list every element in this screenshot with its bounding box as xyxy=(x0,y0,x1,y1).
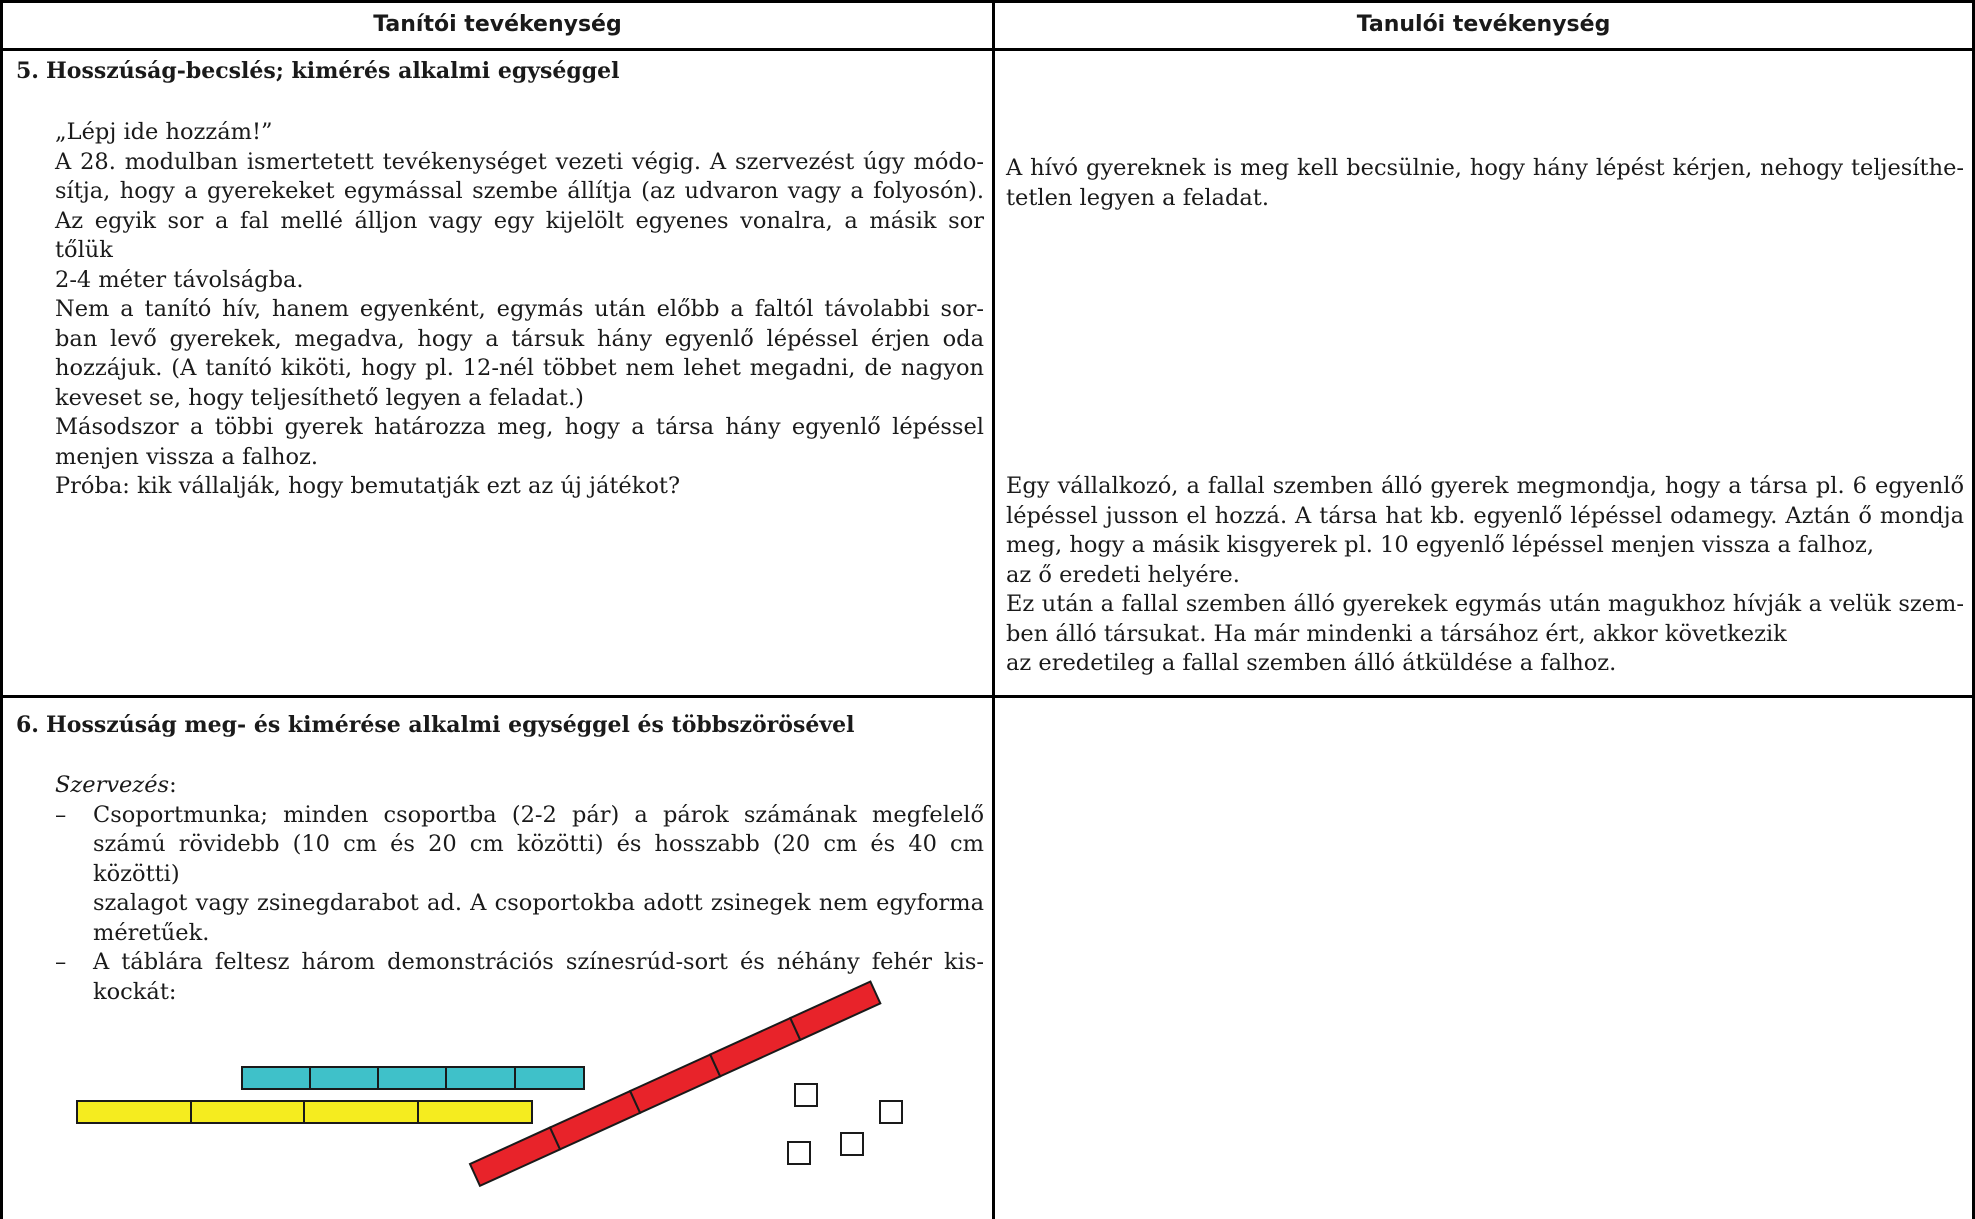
section-6-number: 6. xyxy=(16,712,39,738)
bullet-dash: – xyxy=(55,949,67,975)
bullet-line: méretűek. xyxy=(93,919,210,946)
bullet-line: szalagot vagy zsinegdarabot ad. A csoportokba adott zsinegek nem egyforma xyxy=(93,890,984,916)
teacher-line: ban levő gyerekek, megadva, hogy a társuk hány egyenlő lépéssel érjen oda xyxy=(55,325,984,352)
bullet-line: Csoportmunka; minden csoportba (2-2 pár) a párok számának megfelelő xyxy=(93,801,984,828)
section-6-heading: Hosszúság meg- és kimérése alkalmi egységgel és többszörösével xyxy=(46,712,855,738)
teacher-line: 2-4 méter távolságba. xyxy=(55,266,304,293)
teacher-line: Próba: kik vállalják, hogy bemutatják ezt az új játékot? xyxy=(55,473,681,499)
bullet-dash: – xyxy=(55,801,67,828)
teacher-line: Másodszor a többi gyerek határozza meg, hogy a társa hány egyenlő lépéssel xyxy=(55,414,984,440)
red-rod-unit xyxy=(550,1091,640,1149)
red-rod-unit xyxy=(630,1055,720,1113)
cyan-rod-unit xyxy=(446,1067,515,1089)
teacher-line: A 28. modulban ismertetett tevékenységet vezeti végig. A szervezést úgy módo- xyxy=(55,148,984,175)
teacher-line: Az egyik sor a fal mellé álljon vagy egy kijelölt egyenes vonalra, a másik sor tőlük xyxy=(55,207,984,263)
cyan-rod xyxy=(242,1067,584,1089)
student-line: meg, hogy a másik kisgyerek pl. 10 egyenlő lépéssel menjen vissza a falhoz, xyxy=(1006,532,1875,558)
white-cube xyxy=(880,1101,902,1123)
red-rod-unit xyxy=(790,982,880,1040)
organization-label-text: Szervezés xyxy=(55,772,170,798)
student-column-header: Tanulói tevékenység xyxy=(1356,11,1611,37)
student-line: Ez után a fallal szemben álló gyerekek egymás után magukhoz hívják a velük szem- xyxy=(1006,591,1964,617)
teacher-line: sítja, hogy a gyerekeket egymással szembe állítja (az udvaron vagy a folyosón). xyxy=(55,178,984,204)
white-cube xyxy=(841,1133,863,1155)
white-cube xyxy=(788,1142,810,1164)
teacher-line: keveset se, hogy teljesíthető legyen a feladat.) xyxy=(55,384,584,411)
section-5-number: 5. xyxy=(16,58,39,84)
student-line: Egy vállalkozó, a fallal szemben álló gyerek megmondja, hogy a társa pl. 6 egyenlő xyxy=(1006,473,1964,499)
yellow-rod-unit xyxy=(418,1101,532,1123)
yellow-rod xyxy=(77,1101,532,1123)
game-title: „Lépj ide hozzám!” xyxy=(55,119,273,145)
section-5-heading: Hosszúság-becslés; kimérés alkalmi egységgel xyxy=(46,58,620,84)
student-line: az eredetileg a fallal szemben álló átküldése a falhoz. xyxy=(1006,650,1617,676)
teacher-line: menjen vissza a falhoz. xyxy=(55,443,319,470)
bullet-line: A táblára feltesz három demonstrációs színesrúd-sort és néhány fehér kis- xyxy=(93,949,984,975)
yellow-rod-unit xyxy=(304,1101,418,1123)
cyan-rod-unit xyxy=(378,1067,446,1089)
student-line: A hívó gyereknek is meg kell becsülnie, hogy hány lépést kérjen, nehogy teljesíthe- xyxy=(1006,155,1964,181)
cyan-rod-unit xyxy=(242,1067,310,1089)
white-cubes xyxy=(788,1084,902,1164)
bullet-line: kockát: xyxy=(93,978,177,1005)
organization-label-colon: : xyxy=(169,772,177,798)
teacher-line: Nem a tanító hív, hanem egyenként, egymás után előbb a faltól távolabbi sor- xyxy=(55,296,984,322)
student-line: tetlen legyen a feladat. xyxy=(1006,184,1269,211)
red-rod-unit xyxy=(470,1128,560,1186)
student-line: az ő eredeti helyére. xyxy=(1006,561,1240,588)
cyan-rod-unit xyxy=(515,1067,584,1089)
yellow-rod-unit xyxy=(77,1101,191,1123)
red-rod-unit xyxy=(710,1018,800,1076)
bullet-line: számú rövidebb (10 cm és 20 cm közötti) és hosszabb (20 cm és 40 cm közötti) xyxy=(93,831,984,887)
cyan-rod-unit xyxy=(310,1067,378,1089)
white-cube xyxy=(795,1084,817,1106)
student-line: ben álló társukat. Ha már mindenki a társához ért, akkor következik xyxy=(1006,620,1787,647)
yellow-rod-unit xyxy=(191,1101,304,1123)
teacher-line: hozzájuk. (A tanító kiköti, hogy pl. 12-nél többet nem lehet megadni, de nagyon xyxy=(55,355,984,381)
student-line: lépéssel jusson el hozzá. A társa hat kb. egyenlő lépéssel odamegy. Aztán ő mondja xyxy=(1006,502,1964,529)
teacher-column-header: Tanítói tevékenység xyxy=(373,11,622,37)
